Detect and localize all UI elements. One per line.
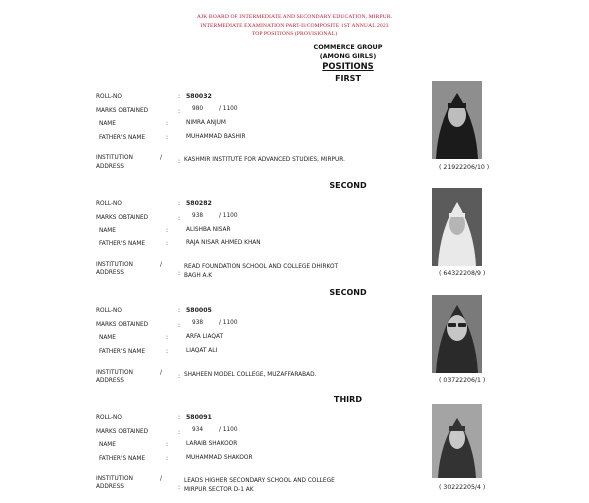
colon: : [178,429,181,436]
marks-label: MARKS OBTAINED [96,322,149,328]
colon: : [166,227,169,234]
institution-label: INSTITUTION [96,155,133,161]
marks-label: MARKS OBTAINED [96,429,149,435]
group-name: COMMERCE GROUP [313,43,383,51]
student-code: ( 21922206/10 ) [439,164,490,171]
board-name: AJK BOARD OF INTERMEDIATE AND SECONDARY EDUCATION, MIRPUR. [196,14,393,20]
student-code: ( 30222205/4 ) [439,484,486,491]
roll-no-label: ROLL-NO [96,415,122,421]
student-name: ALISHBA NISAR [186,227,231,233]
father-name: RAJA NISAR AHMED KHAN [186,240,261,246]
marks-total: / 1100 [219,106,238,112]
marks-value: 938 [192,213,204,219]
institution-label: INSTITUTION [96,370,133,376]
institution-label: INSTITUTION [96,476,133,482]
colon: : [166,348,169,355]
list-title: TOP POSITIONS (PROVISIONAL) [251,31,338,37]
student-photo [432,404,482,478]
student-photo [432,81,482,159]
roll-no-value: 580091 [186,414,212,421]
slash: / [160,154,163,161]
colon: : [178,373,181,380]
colon: : [178,307,181,314]
father-name: LIAQAT ALI [186,348,218,354]
position-title: THIRD [334,395,362,404]
position-title: SECOND [329,288,367,297]
colon: : [178,200,181,207]
father-label: FATHER'S NAME [99,456,145,462]
colon: : [166,441,169,448]
institution-line-2: BAGH A.K [184,273,213,279]
marks-value: 938 [192,320,204,326]
address-label: ADDRESS [96,378,124,384]
student-photo [432,295,482,373]
slash: / [160,369,163,376]
father-name: MUHAMMAD SHAKOOR [186,455,253,461]
marks-value: 980 [192,106,204,112]
group-subtitle: (AMONG GIRLS) [319,52,377,60]
marks-label: MARKS OBTAINED [96,215,149,221]
colon: : [166,134,169,141]
position-title: FIRST [335,74,361,83]
student-photo [432,188,482,266]
colon: : [178,93,181,100]
slash: / [160,475,163,482]
colon: : [178,215,181,222]
name-label: NAME [99,442,116,448]
father-label: FATHER'S NAME [99,349,145,355]
colon: : [166,240,169,247]
roll-no-value: 580005 [186,307,212,314]
address-label: ADDRESS [96,484,124,490]
roll-no-value: 580282 [186,200,212,207]
colon: : [178,158,181,165]
institution-line-2: MIRPUR SECTOR D-1 AK [184,487,254,493]
colon: : [166,334,169,341]
colon: : [178,270,181,277]
colon: : [178,484,181,491]
position-title: SECOND [329,181,367,190]
student-name: NIMRA ANJUM [186,120,226,126]
name-label: NAME [99,121,116,127]
institution-line-1: LEADS HIGHER SECONDARY SCHOOL AND COLLEGE [184,478,335,484]
student-code: ( 64322208/9 ) [439,270,486,277]
student-code: ( 03722206/1 ) [439,377,486,384]
exam-name: INTERMEDIATE EXAMINATION PART-II/COMPOSITE 1ST ANNUAL 2023 [200,23,389,29]
name-label: NAME [99,335,116,341]
roll-no-label: ROLL-NO [96,94,122,100]
student-name: ARFA LIAQAT [186,334,224,340]
institution-line-1: READ FOUNDATION SCHOOL AND COLLEGE DHIRKOT [184,264,339,270]
institution-line-1: KASHMIR INSTITUTE FOR ADVANCED STUDIES, MIRPUR. [184,157,345,163]
slash: / [160,261,163,268]
roll-no-value: 580032 [186,93,212,100]
marks-total: / 1100 [219,427,238,433]
roll-no-label: ROLL-NO [96,201,122,207]
father-label: FATHER'S NAME [99,135,145,141]
colon: : [178,322,181,329]
marks-value: 934 [192,427,204,433]
colon: : [178,414,181,421]
institution-label: INSTITUTION [96,262,133,268]
address-label: ADDRESS [96,270,124,276]
institution-line-1: SHAHEEN MODEL COLLEGE, MUZAFFARABAD. [184,372,317,378]
marks-label: MARKS OBTAINED [96,108,149,114]
marks-total: / 1100 [219,320,238,326]
marks-total: / 1100 [219,213,238,219]
address-label: ADDRESS [96,164,124,170]
father-name: MUHAMMAD BASHIR [186,134,246,140]
roll-no-label: ROLL-NO [96,308,122,314]
student-name: LARAIB SHAKOOR [186,441,238,447]
father-label: FATHER'S NAME [99,241,145,247]
colon: : [166,455,169,462]
colon: : [166,120,169,127]
colon: : [178,108,181,115]
positions-heading: POSITIONS [322,61,374,71]
name-label: NAME [99,228,116,234]
